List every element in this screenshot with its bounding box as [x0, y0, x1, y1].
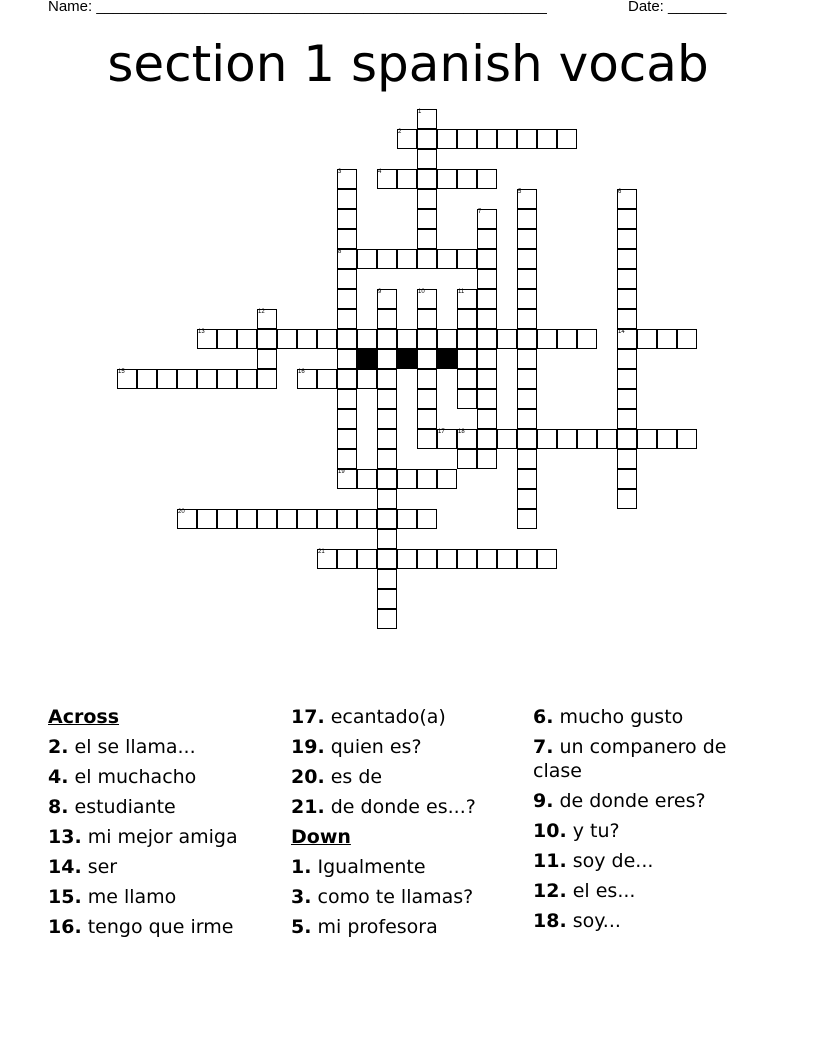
grid-cell[interactable]	[517, 309, 537, 329]
grid-cell[interactable]	[417, 429, 437, 449]
grid-cell[interactable]	[417, 189, 437, 209]
grid-cell[interactable]	[457, 169, 477, 189]
grid-cell[interactable]	[377, 529, 397, 549]
clue-number-8: 8	[338, 249, 342, 255]
clue-number-4: 4	[378, 169, 382, 175]
clue-across-14: 14. ser	[48, 856, 118, 878]
grid-cell[interactable]	[517, 509, 537, 529]
grid-cell[interactable]	[577, 329, 597, 349]
grid-cell[interactable]	[417, 349, 437, 369]
grid-cell[interactable]	[337, 209, 357, 229]
grid-cell[interactable]	[377, 549, 397, 569]
grid-cell[interactable]	[357, 329, 377, 349]
grid-cell[interactable]	[337, 369, 357, 389]
clue-down-10: 10. y tu?	[533, 820, 620, 842]
clue-down-11: 11. soy de...	[533, 850, 654, 872]
grid-cell[interactable]	[417, 469, 437, 489]
clue-number-20: 20	[178, 509, 185, 515]
grid-cell[interactable]	[617, 489, 637, 509]
grid-cell[interactable]	[477, 349, 497, 369]
clue-column-3	[533, 702, 765, 936]
grid-cell[interactable]	[517, 209, 537, 229]
clue-across-20: 20. es de	[291, 766, 383, 788]
grid-cell[interactable]	[477, 449, 497, 469]
across-heading: Across	[48, 706, 120, 728]
clue-number-13: 13	[198, 329, 205, 335]
grid-cell[interactable]	[517, 549, 537, 569]
grid-cell[interactable]	[157, 369, 177, 389]
grid-cell[interactable]	[617, 349, 637, 369]
grid-cell[interactable]	[197, 509, 217, 529]
grid-cell[interactable]	[337, 549, 357, 569]
grid-block	[437, 349, 457, 369]
grid-cell[interactable]	[537, 429, 557, 449]
grid-cell[interactable]	[257, 329, 277, 349]
grid-cell[interactable]	[317, 509, 337, 529]
grid-cell[interactable]	[397, 329, 417, 349]
grid-cell[interactable]	[517, 289, 537, 309]
grid-cell[interactable]	[377, 589, 397, 609]
grid-cell[interactable]	[197, 369, 217, 389]
clue-across-16: 16. tengo que irme	[48, 916, 234, 938]
grid-cell[interactable]	[377, 409, 397, 429]
grid-cell[interactable]	[337, 289, 357, 309]
grid-cell[interactable]	[657, 329, 677, 349]
clue-number-5: 5	[518, 189, 522, 195]
grid-cell[interactable]	[277, 329, 297, 349]
grid-cell[interactable]	[437, 169, 457, 189]
clue-down-9: 9. de donde eres?	[533, 790, 706, 812]
down-heading: Down	[291, 826, 351, 848]
grid-cell[interactable]	[617, 229, 637, 249]
grid-cell[interactable]	[677, 329, 697, 349]
grid-cell[interactable]	[477, 329, 497, 349]
grid-cell[interactable]	[437, 549, 457, 569]
clue-across-8: 8. estudiante	[48, 796, 176, 818]
grid-cell[interactable]	[497, 429, 517, 449]
clue-column-2	[291, 702, 523, 942]
grid-cell[interactable]	[397, 169, 417, 189]
grid-cell[interactable]	[357, 509, 377, 529]
grid-cell[interactable]	[417, 229, 437, 249]
clue-across-2: 2. el se llama...	[48, 736, 196, 758]
grid-cell[interactable]	[537, 129, 557, 149]
grid-cell[interactable]	[557, 429, 577, 449]
grid-cell[interactable]	[417, 329, 437, 349]
grid-cell[interactable]	[617, 209, 637, 229]
page-title: section 1 spanish vocab	[107, 35, 709, 93]
grid-cell[interactable]	[317, 369, 337, 389]
grid-cell[interactable]	[477, 369, 497, 389]
grid-cell[interactable]	[517, 329, 537, 349]
clue-across-15: 15. me llamo	[48, 886, 177, 908]
clue-number-3: 3	[338, 169, 342, 175]
grid-cell[interactable]	[337, 429, 357, 449]
grid-cell[interactable]	[417, 509, 437, 529]
date-line: Date: _______	[628, 0, 727, 15]
grid-cell[interactable]	[337, 349, 357, 369]
grid-cell[interactable]	[637, 329, 657, 349]
grid-cell[interactable]	[337, 389, 357, 409]
grid-cell[interactable]	[457, 369, 477, 389]
clue-number-7: 7	[478, 209, 482, 215]
grid-cell[interactable]	[617, 269, 637, 289]
grid-cell[interactable]	[417, 549, 437, 569]
grid-cell[interactable]	[537, 329, 557, 349]
grid-cell[interactable]	[397, 509, 417, 529]
grid-cell[interactable]	[337, 329, 357, 349]
grid-cell[interactable]	[257, 349, 277, 369]
clue-number-2: 2	[398, 129, 402, 135]
clue-across-19: 19. quien es?	[291, 736, 422, 758]
grid-cell[interactable]	[617, 249, 637, 269]
grid-cell[interactable]	[417, 389, 437, 409]
clue-number-1: 1	[418, 109, 422, 115]
clue-down-1: 1. Igualmente	[291, 856, 426, 878]
grid-cell[interactable]	[557, 329, 577, 349]
grid-cell[interactable]	[257, 369, 277, 389]
grid-cell[interactable]	[437, 329, 457, 349]
grid-cell[interactable]	[457, 309, 477, 329]
grid-cell[interactable]	[537, 549, 557, 569]
grid-cell[interactable]	[517, 369, 537, 389]
grid-cell[interactable]	[397, 469, 417, 489]
grid-cell[interactable]	[517, 469, 537, 489]
grid-cell[interactable]	[377, 249, 397, 269]
grid-cell[interactable]	[457, 449, 477, 469]
clue-number-18: 18	[458, 429, 465, 435]
grid-cell[interactable]	[377, 389, 397, 409]
grid-cell[interactable]	[417, 369, 437, 389]
clue-number-11: 11	[458, 289, 465, 295]
grid-cell[interactable]	[677, 429, 697, 449]
grid-cell[interactable]	[377, 489, 397, 509]
grid-cell[interactable]	[437, 129, 457, 149]
grid-cell[interactable]	[517, 429, 537, 449]
grid-cell[interactable]	[217, 369, 237, 389]
grid-cell[interactable]	[237, 509, 257, 529]
clue-number-6: 6	[618, 189, 622, 195]
clue-number-19: 19	[338, 469, 345, 475]
grid-cell[interactable]	[237, 369, 257, 389]
grid-cell[interactable]	[517, 349, 537, 369]
grid-cell[interactable]	[337, 229, 357, 249]
grid-block	[397, 349, 417, 369]
grid-cell[interactable]	[417, 149, 437, 169]
grid-cell[interactable]	[517, 249, 537, 269]
grid-cell[interactable]	[477, 549, 497, 569]
grid-cell[interactable]	[377, 609, 397, 629]
grid-cell[interactable]	[377, 369, 397, 389]
grid-cell[interactable]	[617, 429, 637, 449]
clue-down-6: 6. mucho gusto	[533, 706, 684, 728]
grid-cell[interactable]	[457, 549, 477, 569]
grid-cell[interactable]	[377, 349, 397, 369]
grid-cell[interactable]	[417, 249, 437, 269]
clue-number-14: 14	[618, 329, 625, 335]
clue-down-5: 5. mi profesora	[291, 916, 438, 938]
clue-number-15: 15	[118, 369, 125, 375]
grid-cell[interactable]	[377, 569, 397, 589]
grid-cell[interactable]	[337, 189, 357, 209]
grid-cell[interactable]	[477, 269, 497, 289]
grid-cell[interactable]	[217, 509, 237, 529]
grid-cell[interactable]	[497, 329, 517, 349]
grid-cell[interactable]	[437, 249, 457, 269]
grid-cell[interactable]	[377, 329, 397, 349]
grid-cell[interactable]	[457, 249, 477, 269]
grid-cell[interactable]	[417, 409, 437, 429]
grid-cell[interactable]	[597, 429, 617, 449]
grid-cell[interactable]	[377, 509, 397, 529]
grid-cell[interactable]	[457, 349, 477, 369]
grid-cell[interactable]	[477, 309, 497, 329]
grid-cell[interactable]	[517, 489, 537, 509]
grid-cell[interactable]	[557, 129, 577, 149]
clue-down-3: 3. como te llamas?	[291, 886, 474, 908]
grid-cell[interactable]	[297, 509, 317, 529]
grid-cell[interactable]	[377, 469, 397, 489]
grid-cell[interactable]	[337, 269, 357, 289]
clue-number-12: 12	[258, 309, 265, 315]
grid-cell[interactable]	[477, 129, 497, 149]
grid-cell[interactable]	[337, 309, 357, 329]
clue-across-13: 13. mi mejor amiga	[48, 826, 238, 848]
grid-cell[interactable]	[437, 469, 457, 489]
grid-cell[interactable]	[517, 449, 537, 469]
grid-cell[interactable]	[237, 329, 257, 349]
grid-cell[interactable]	[477, 289, 497, 309]
grid-cell[interactable]	[637, 429, 657, 449]
grid-cell[interactable]	[617, 449, 637, 469]
clue-number-21: 21	[318, 549, 325, 555]
grid-cell[interactable]	[417, 209, 437, 229]
grid-cell[interactable]	[177, 369, 197, 389]
grid-cell[interactable]	[417, 309, 437, 329]
grid-cell[interactable]	[617, 309, 637, 329]
clue-across-21: 21. de donde es...?	[291, 796, 476, 818]
grid-cell[interactable]	[357, 549, 377, 569]
clue-number-17: 17	[438, 429, 445, 435]
grid-cell[interactable]	[477, 429, 497, 449]
grid-cell[interactable]	[617, 369, 637, 389]
grid-cell[interactable]	[397, 549, 417, 569]
grid-cell[interactable]	[457, 329, 477, 349]
grid-cell[interactable]	[397, 249, 417, 269]
grid-cell[interactable]	[417, 129, 437, 149]
grid-cell[interactable]	[377, 429, 397, 449]
grid-cell[interactable]	[477, 169, 497, 189]
clue-number-9: 9	[378, 289, 382, 295]
grid-cell[interactable]	[517, 389, 537, 409]
clue-down-7: 7. un companero de clase	[533, 736, 727, 782]
grid-cell[interactable]	[257, 509, 277, 529]
grid-cell[interactable]	[317, 329, 337, 349]
clue-column-1	[48, 702, 280, 942]
grid-cell[interactable]	[457, 389, 477, 409]
name-line: Name: ______________________________________________________	[48, 0, 547, 15]
grid-cell[interactable]	[617, 289, 637, 309]
grid-cell[interactable]	[137, 369, 157, 389]
grid-cell[interactable]	[517, 269, 537, 289]
grid-cell[interactable]	[417, 169, 437, 189]
grid-cell[interactable]	[357, 369, 377, 389]
grid-cell[interactable]	[477, 409, 497, 429]
grid-cell[interactable]	[477, 249, 497, 269]
clue-across-17: 17. ecantado(a)	[291, 706, 446, 728]
clue-number-16: 16	[298, 369, 305, 375]
grid-cell[interactable]	[477, 229, 497, 249]
grid-cell[interactable]	[617, 469, 637, 489]
grid-block	[357, 349, 377, 369]
grid-cell[interactable]	[457, 129, 477, 149]
grid-cell[interactable]	[497, 129, 517, 149]
grid-cell[interactable]	[617, 409, 637, 429]
grid-cell[interactable]	[337, 409, 357, 429]
grid-cell[interactable]	[337, 509, 357, 529]
grid-cell[interactable]	[377, 449, 397, 469]
grid-cell[interactable]	[297, 329, 317, 349]
grid-cell[interactable]	[517, 129, 537, 149]
grid-cell[interactable]	[517, 229, 537, 249]
grid-cell[interactable]	[277, 509, 297, 529]
grid-cell[interactable]	[497, 549, 517, 569]
grid-cell[interactable]	[357, 469, 377, 489]
clue-across-4: 4. el muchacho	[48, 766, 197, 788]
grid-cell[interactable]	[337, 449, 357, 469]
grid-cell[interactable]	[617, 389, 637, 409]
grid-cell[interactable]	[577, 429, 597, 449]
clue-number-10: 10	[418, 289, 425, 295]
grid-cell[interactable]	[477, 389, 497, 409]
grid-cell[interactable]	[377, 309, 397, 329]
grid-cell[interactable]	[657, 429, 677, 449]
clue-down-12: 12. el es...	[533, 880, 636, 902]
grid-cell[interactable]	[217, 329, 237, 349]
grid-cell[interactable]	[357, 249, 377, 269]
grid-cell[interactable]	[517, 409, 537, 429]
clue-down-18: 18. soy...	[533, 910, 621, 932]
